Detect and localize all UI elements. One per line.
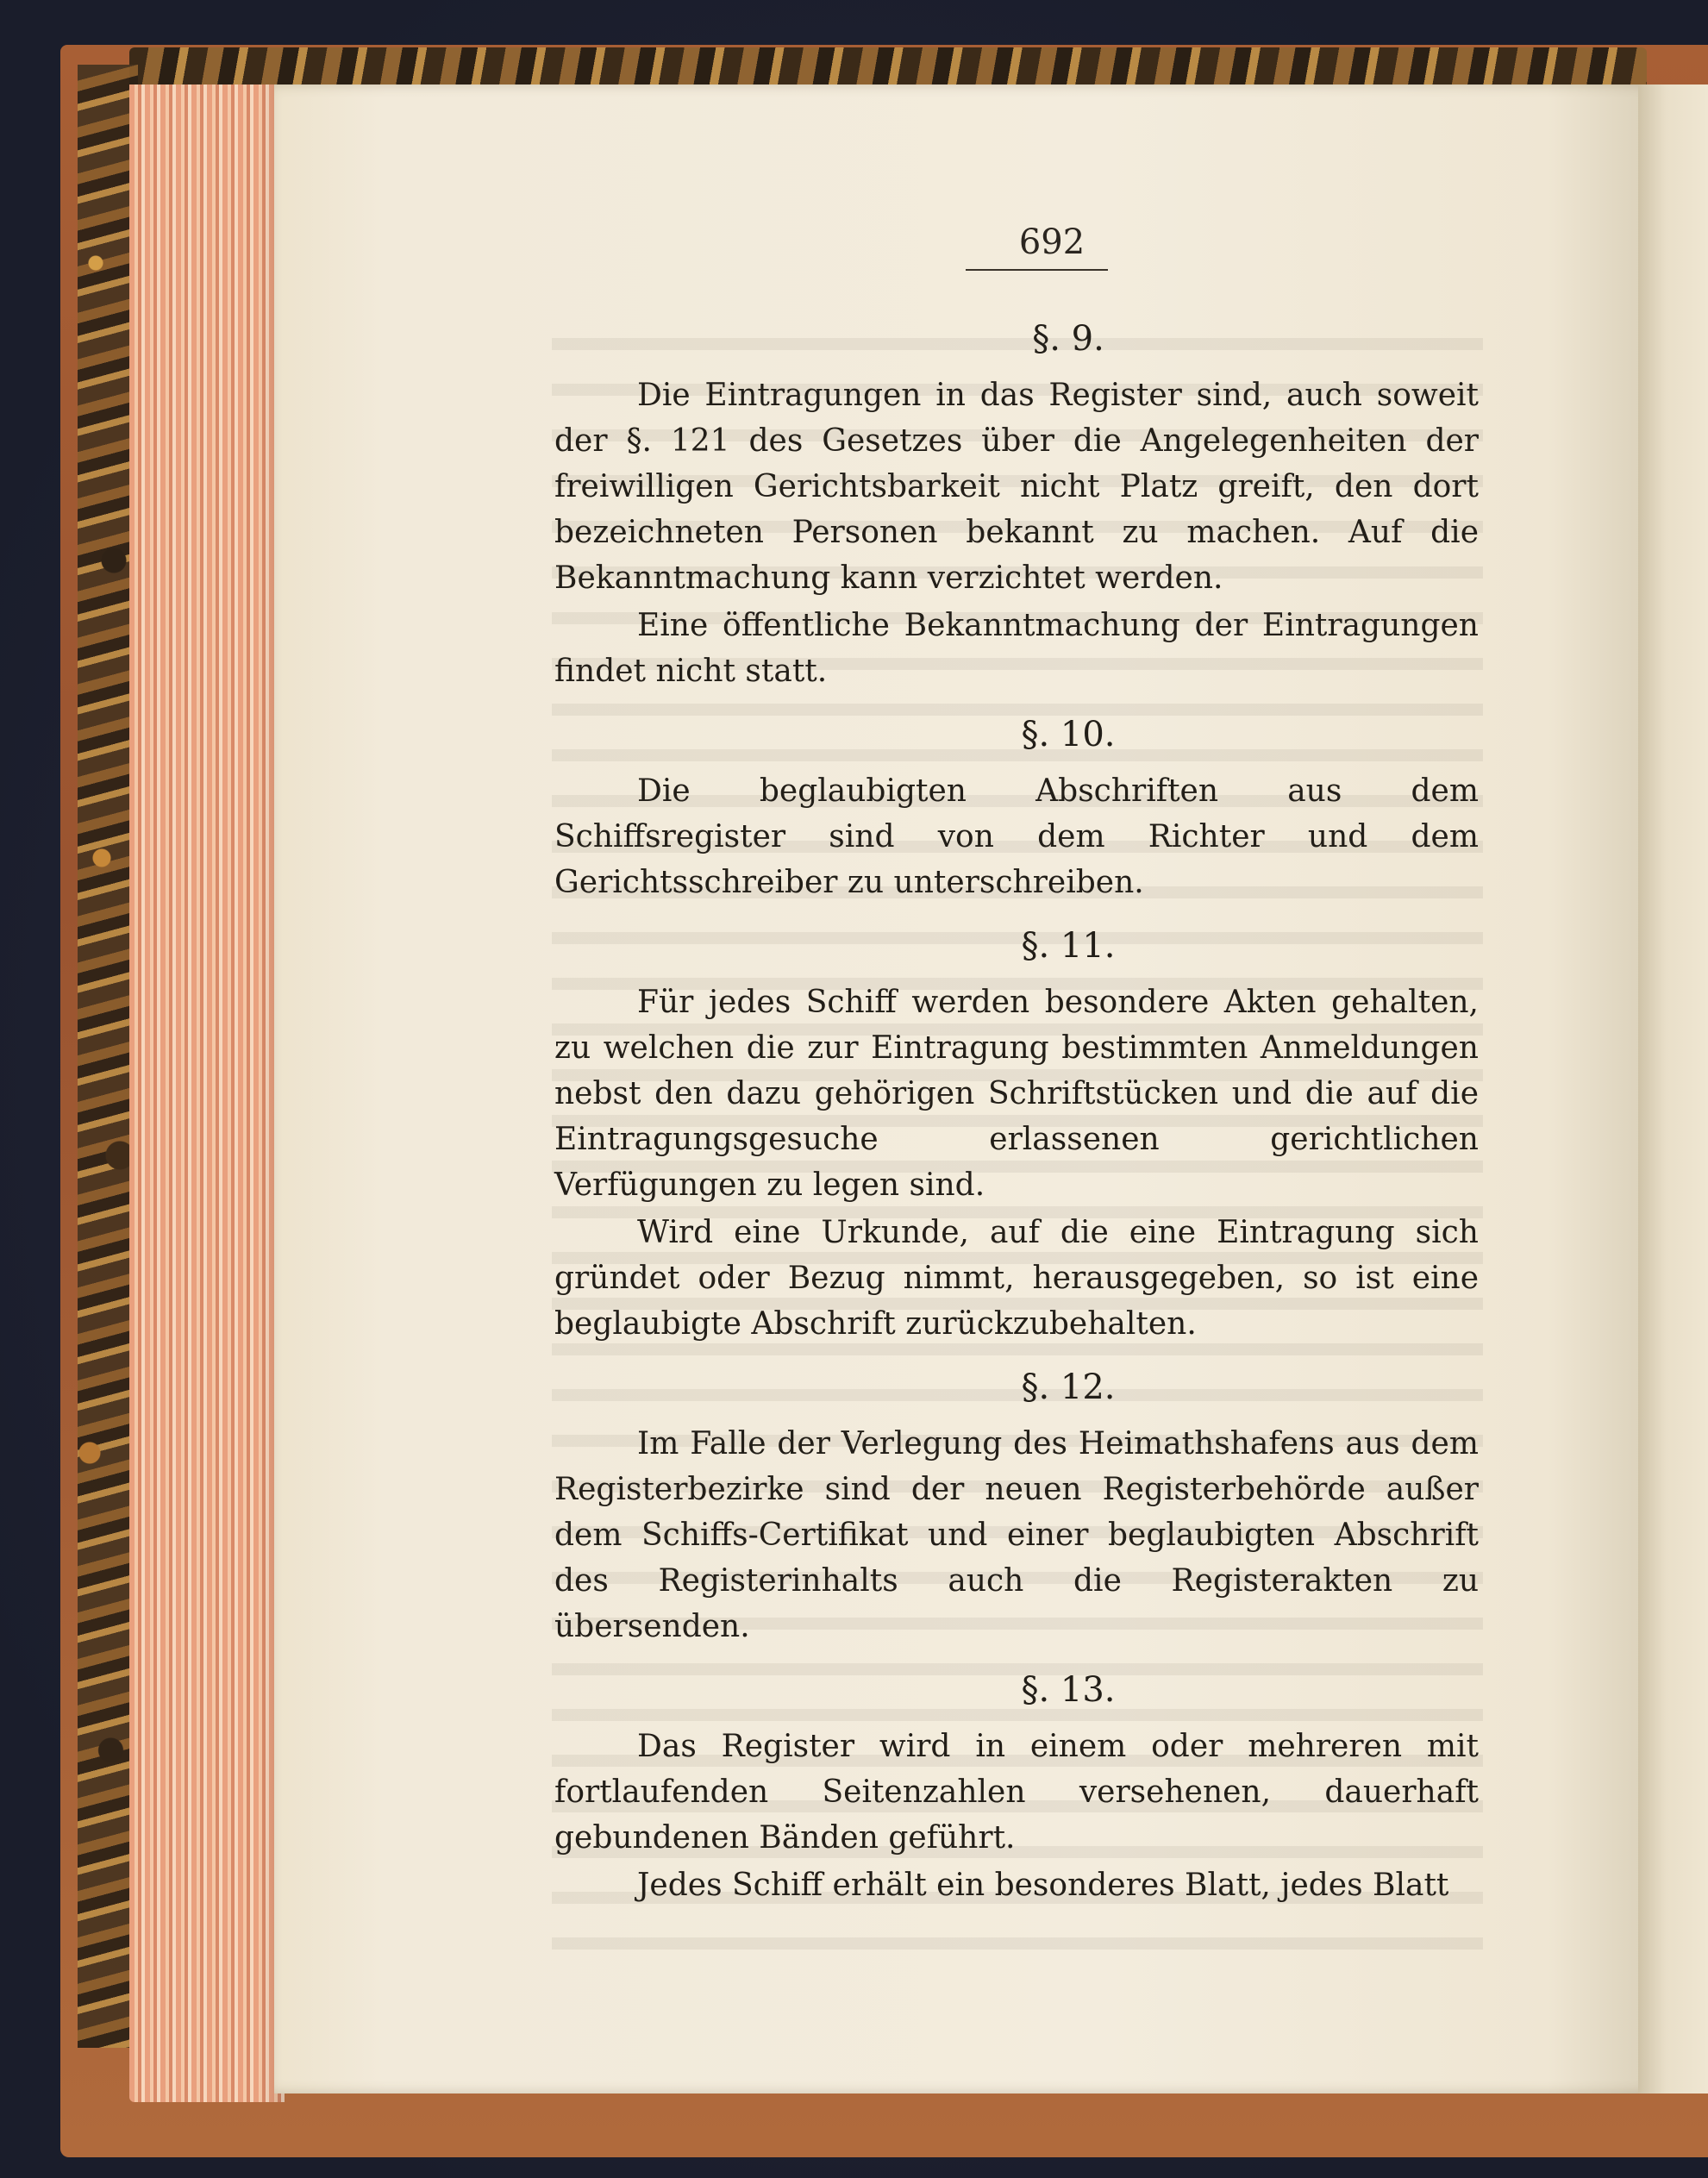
section-10: [554, 710, 1479, 905]
section-9: [554, 314, 1479, 694]
section-heading: §. 9.: [1032, 319, 1104, 359]
section-13: [554, 1665, 1479, 1908]
next-page-gutter: [1638, 84, 1708, 2094]
page-number: 692: [1018, 222, 1085, 262]
page-text: [554, 310, 1479, 1924]
section-11: [554, 921, 1479, 1347]
page-number-rule: [966, 269, 1108, 271]
paragraph: Eine öffentliche Bekanntmachung der Eintragungen findet nicht statt.: [554, 608, 1479, 689]
section-12: [554, 1362, 1479, 1649]
paragraph: Jedes Schiff erhält ein besonderes Blatt, jedes Blatt: [637, 1868, 1449, 1903]
section-heading: §. 11.: [1021, 926, 1116, 966]
section-heading: §. 10.: [1021, 715, 1116, 754]
section-heading: §. 13.: [1021, 1670, 1116, 1710]
marbled-edge-top: [129, 47, 1647, 86]
paragraph: Das Register wird in einem oder mehreren mit fortlaufenden Seitenzahlen versehenen, dauerhaft gebundenen Bänden geführt.: [554, 1729, 1479, 1856]
paragraph: Wird eine Urkunde, auf die eine Eintragung sich gründet oder Bezug nimmt, herausgegeben, so ist eine beglaubigte Abschrift zurückzubehalten.: [554, 1215, 1479, 1342]
paragraph: Die Eintragungen in das Register sind, auch soweit der §. 121 des Gesetzes über die Angelegenheiten der freiwilligen Gerichtsbarkeit nicht Platz greift, den dort bezeichneten Personen bekannt zu machen. Auf die Bekanntmachung kann verzichtet werden.: [554, 378, 1479, 596]
paragraph: Für jedes Schiff werden besondere Akten gehalten, zu welchen die zur Eintragung bestimmten Anmeldungen nebst den dazu gehörigen Schriftstücken und die auf die Eintragungsgesuche erlassenen gerichtlichen Verfügungen zu legen sind.: [554, 985, 1479, 1203]
paragraph: Im Falle der Verlegung des Heimathshafens aus dem Registerbezirke sind der neuen Registerbehörde außer dem Schiffs-Certifikat und einer beglaubigten Abschrift des Registerinhalts auch die Registerakten zu übersenden.: [554, 1426, 1479, 1644]
paragraph: Die beglaubigten Abschriften aus dem Schiffsregister sind von dem Richter und dem Gerichtsschreiber zu unterschreiben.: [554, 773, 1479, 900]
section-heading: §. 12.: [1021, 1368, 1116, 1407]
